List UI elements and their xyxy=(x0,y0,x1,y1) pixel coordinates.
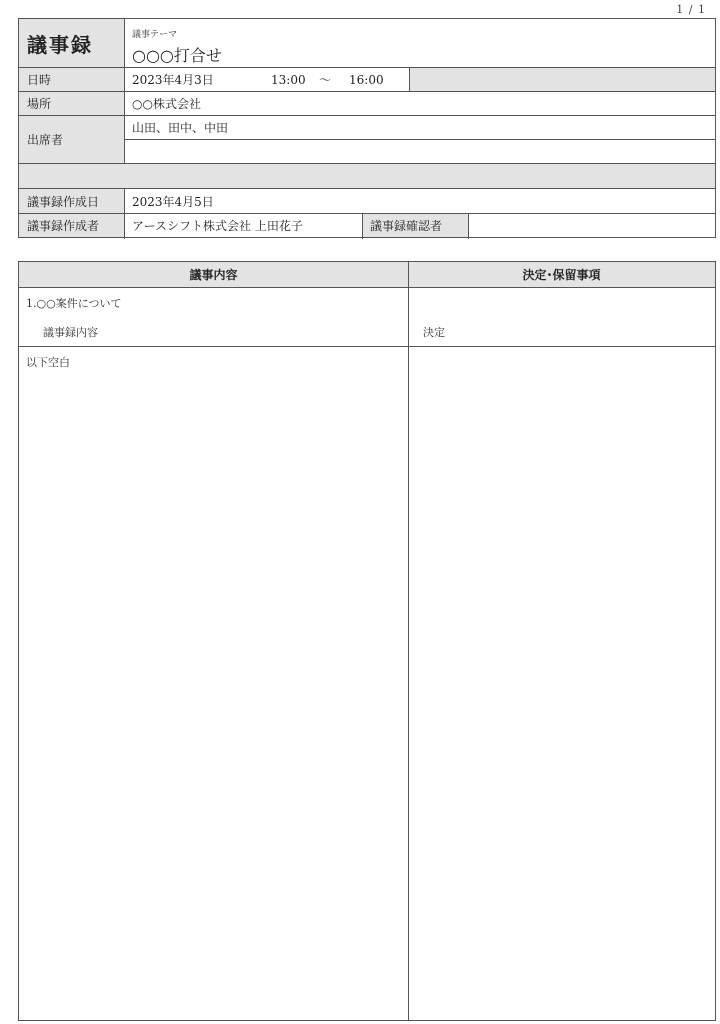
created-date-label: 議事録作成日 xyxy=(19,189,124,213)
attendees-extra-line xyxy=(124,140,714,163)
content-column-header: 議事内容 xyxy=(19,262,408,287)
attendees-value: 山田、田中、中田 xyxy=(132,121,229,135)
theme-value: ○○○打合せ xyxy=(132,46,222,65)
place-value: ○○株式会社 xyxy=(132,97,201,111)
datetime-label: 日時 xyxy=(19,68,124,91)
spacer-row xyxy=(19,164,715,188)
datetime-extra-cell xyxy=(409,68,715,91)
document-title: 議事録 xyxy=(19,19,124,67)
minutes-header-table xyxy=(18,18,716,238)
place-label: 場所 xyxy=(19,92,124,115)
time-end: 16:00 xyxy=(349,72,384,87)
item1-body: 議事録内容 xyxy=(43,326,98,339)
attendees-label: 出席者 xyxy=(19,116,124,163)
time-separator: 〜 xyxy=(319,73,332,87)
author-label: 議事録作成者 xyxy=(19,214,124,237)
item1-title: 1.○○案件について xyxy=(26,297,122,310)
remainder-note: 以下空白 xyxy=(26,356,70,369)
theme-label: 議事テーマ xyxy=(132,30,178,40)
date-value: 2023年4月3日 xyxy=(132,73,214,87)
confirmer-value xyxy=(468,214,714,237)
decision-column-header: 決定･保留事項 xyxy=(408,262,715,287)
page-number: 1 / 1 xyxy=(676,3,706,16)
item1-decision: 決定 xyxy=(423,326,445,339)
time-start: 13:00 xyxy=(271,72,306,87)
confirmer-label: 議事録確認者 xyxy=(362,214,468,237)
author-value: アースシフト株式会社 上田花子 xyxy=(132,219,303,233)
minutes-content-table xyxy=(18,261,716,1021)
created-date-value: 2023年4月5日 xyxy=(132,194,214,209)
